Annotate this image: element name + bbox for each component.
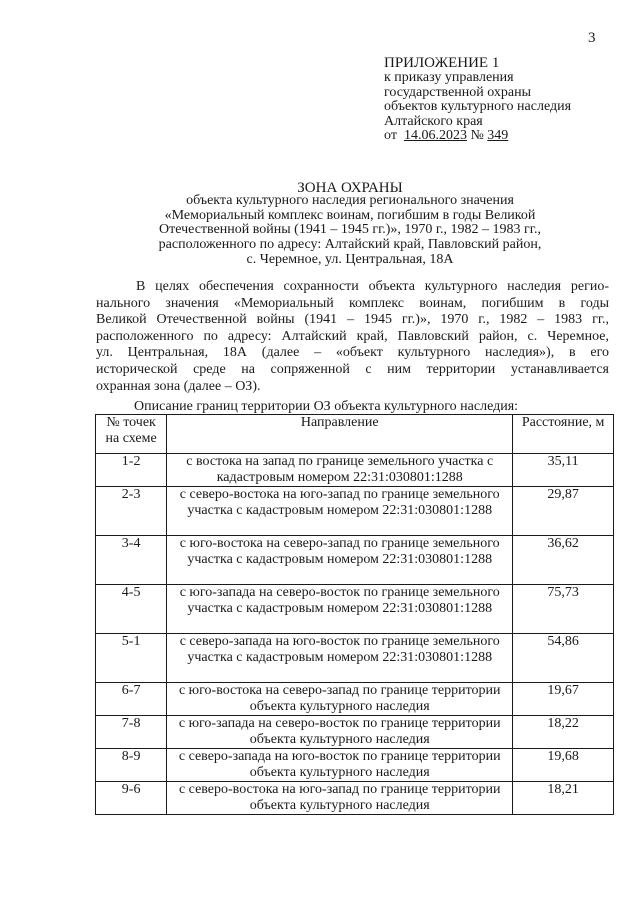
table-row (96, 634, 614, 683)
cell-points: 7-8 (96, 716, 167, 749)
cell-points: 8-9 (96, 749, 167, 782)
cell-points: 6-7 (96, 683, 167, 716)
table-row (96, 585, 614, 634)
cell-direction: с востока на запад по границе земельного участка с кадастровым номером 22:31:030801:1288 (167, 454, 513, 487)
intro-line: В целях обеспечения сохранности объекта культурного наследия регио- (136, 279, 609, 294)
intro-paragraph (96, 279, 609, 395)
order-date: 14.06.2023 (403, 128, 467, 144)
cell-distance: 36,62 (513, 536, 614, 585)
subtitle-line: Отечественной войны (1941 – 1945 гг.)», 1970 г., 1982 – 1983 гг., (159, 222, 541, 238)
cell-direction: с юго-востока на северо-запад по границе земельного участка с кадастровым номером 22:31:030801:1288 (167, 536, 513, 585)
table-row (96, 487, 614, 536)
document-title: ЗОНА ОХРАНЫ (297, 180, 403, 196)
cell-direction: с северо-востока на юго-запад по границе земельного участка с кадастровым номером 22:31:030801:1288 (167, 487, 513, 536)
appendix-line: объектов культурного наследия (384, 99, 572, 115)
cell-distance: 19,67 (513, 683, 614, 716)
intro-line: охранная зона (далее – ОЗ). (96, 378, 261, 394)
header-points: № точек на схеме (96, 415, 167, 454)
cell-points: 4-5 (96, 585, 167, 634)
table-header-row (96, 415, 614, 454)
order-number: 349 (487, 128, 509, 144)
cell-points: 5-1 (96, 634, 167, 683)
boundary-table (95, 414, 614, 815)
cell-direction: с юго-востока на северо-запад по границе территории объекта культурного наследия (167, 683, 513, 716)
appendix-title: ПРИЛОЖЕНИЕ 1 (384, 55, 500, 71)
cell-direction: с юго-запада на северо-восток по границе земельного участка с кадастровым номером 22:31:030801:1288 (167, 585, 513, 634)
header-distance: Расстояние, м (513, 415, 614, 454)
cell-direction: с северо-запада на юго-восток по границе территории объекта культурного наследия (167, 749, 513, 782)
subtitle-line: с. Черемное, ул. Центральная, 18А (246, 251, 454, 267)
appendix-date-line (384, 129, 634, 144)
intro-line: ул. Центральная, 18А (далее – «объект культурного наследия»), в его (96, 345, 609, 361)
date-prefix: от (384, 128, 397, 144)
table-row (96, 749, 614, 782)
appendix-line: к приказу управления (384, 70, 514, 85)
subtitle-line: «Мемориальный комплекс воинам, погибшим в годы Великой (164, 207, 536, 223)
cell-direction: с юго-запада на северо-восток по границе территории объекта культурного наследия (167, 716, 513, 749)
table-row (96, 716, 614, 749)
intro-line: расположенного по адресу: Алтайский край, Павловский район, с. Черемное, (96, 328, 609, 344)
cell-distance: 75,73 (513, 585, 614, 634)
cell-distance: 19,68 (513, 749, 614, 782)
table-caption: Описание границ территории ОЗ объекта культурного наследия: (134, 399, 519, 414)
number-prefix: № (470, 128, 484, 144)
header-direction: Направление (167, 415, 513, 454)
cell-points: 3-4 (96, 536, 167, 585)
subtitle-line: объекта культурного наследия регионального значения (186, 193, 514, 208)
subtitle-line: расположенного по адресу: Алтайский край, Павловский район, (158, 237, 542, 253)
cell-distance: 35,11 (513, 454, 614, 487)
intro-line: нального значения «Мемориальный комплекс воинам, погибшим в годы (96, 295, 609, 311)
cell-points: 1-2 (96, 454, 167, 487)
cell-points: 2-3 (96, 487, 167, 536)
appendix-line: Алтайского края (384, 113, 483, 129)
cell-direction: с северо-востока на юго-запад по границе территории объекта культурного наследия (167, 782, 513, 815)
page-number: 3 (588, 30, 596, 46)
table-row (96, 782, 614, 815)
appendix-block (384, 55, 634, 144)
cell-distance: 54,86 (513, 634, 614, 683)
table-row (96, 683, 614, 716)
cell-distance: 29,87 (513, 487, 614, 536)
cell-distance: 18,21 (513, 782, 614, 815)
cell-direction: с северо-запада на юго-восток по границе земельного участка с кадастровым номером 22:31:030801:1288 (167, 634, 513, 683)
document-subtitle (100, 194, 600, 268)
table-row (96, 536, 614, 585)
intro-line: Великой Отечественной войны (1941 – 1945 гг.)», 1970 г., 1982 – 1983 гг., (96, 312, 609, 328)
appendix-line: государственной охраны (384, 84, 532, 100)
intro-line: исторической среде на сопряженной с ним территории устанавливается (96, 361, 609, 377)
table-row (96, 454, 614, 487)
cell-distance: 18,22 (513, 716, 614, 749)
cell-points: 9-6 (96, 782, 167, 815)
